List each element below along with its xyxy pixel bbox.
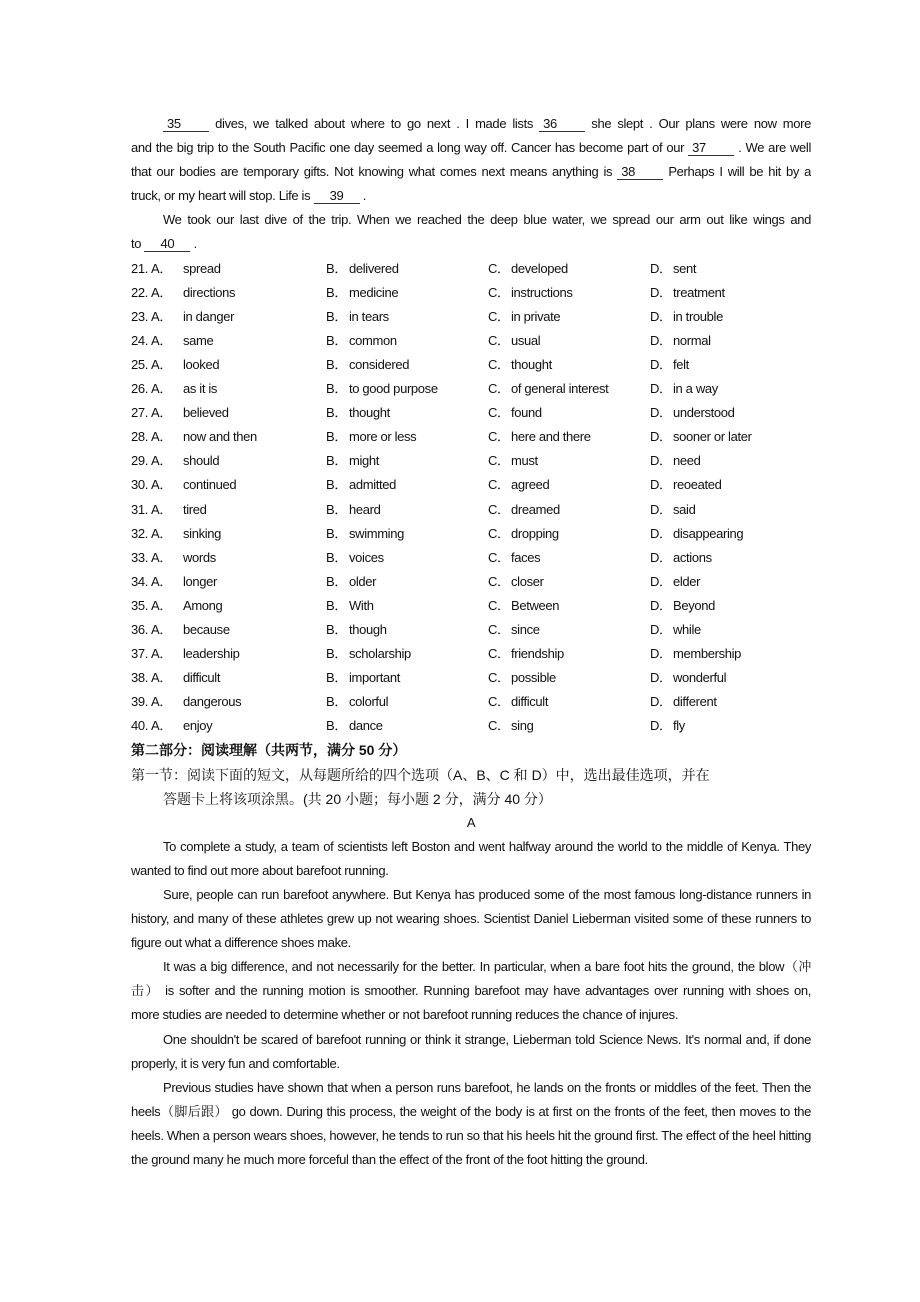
option-letter: D． [650, 260, 672, 276]
option-b: might [349, 453, 380, 469]
passage-line: It was a big difference, and not necessarily for the better. In particular, when a bare foot hits the ground, the blow（冲 [163, 959, 811, 975]
option-letter: B． [326, 405, 347, 421]
option-letter: B． [326, 381, 347, 397]
passage-line [131, 232, 811, 256]
option-letter: B． [326, 284, 347, 300]
option-letter: D． [650, 573, 672, 589]
question-number: 21. [131, 260, 149, 276]
option-letter: C． [488, 694, 510, 710]
option-c: of general interest [511, 381, 609, 397]
option-b: colorful [349, 694, 389, 710]
option-letter: B． [326, 525, 347, 541]
option-row [131, 281, 811, 305]
option-d: elder [673, 573, 701, 589]
passage-text: . [193, 236, 197, 252]
passage-line: heels（脚后跟） go down. During this process, the weight of the body is at first on the fronts of the feet, then moves to the [131, 1103, 811, 1119]
option-d: felt [673, 356, 689, 372]
passage-line: To complete a study, a team of scientists left Boston and went halfway around the world to the middle of Kenya. They [163, 838, 811, 854]
option-d: sooner or later [673, 429, 752, 445]
option-letter: D． [650, 477, 672, 493]
option-row [131, 618, 811, 642]
option-b: swimming [349, 525, 404, 541]
option-row [131, 305, 811, 329]
option-c: dropping [511, 525, 559, 541]
passage-text: We took our last dive of the trip. When we reached the deep blue water, we spread our arm out like wings and [163, 212, 811, 228]
option-letter: B． [326, 477, 347, 493]
option-row [131, 449, 811, 473]
option-letter: B． [326, 670, 347, 686]
option-letter: D． [650, 670, 672, 686]
option-b: in tears [349, 308, 389, 324]
option-row [131, 642, 811, 666]
option-row [131, 666, 811, 690]
question-number: 25. [131, 356, 149, 372]
option-letter: B． [326, 621, 347, 637]
option-row [131, 401, 811, 425]
option-b: heard [349, 501, 381, 517]
option-a: words [183, 549, 216, 565]
option-letter: C． [488, 573, 510, 589]
option-row [131, 522, 811, 546]
option-c: agreed [511, 477, 550, 493]
option-letter: A． [151, 381, 172, 397]
option-letter: D． [650, 308, 672, 324]
option-d: sent [673, 260, 697, 276]
option-d: wonderful [673, 670, 727, 686]
option-letter: C． [488, 646, 510, 662]
question-number: 31. [131, 501, 149, 517]
option-row [131, 714, 811, 738]
option-a: enjoy [183, 718, 213, 734]
option-a: directions [183, 284, 236, 300]
option-letter: D． [650, 332, 672, 348]
question-number: 28. [131, 429, 149, 445]
passage-line [131, 160, 811, 184]
option-letter: B． [326, 694, 347, 710]
option-b: more or less [349, 429, 417, 445]
option-letter: B． [326, 308, 347, 324]
option-b: considered [349, 356, 410, 372]
option-b: dance [349, 718, 383, 734]
option-d: said [673, 501, 696, 517]
option-c: difficult [511, 694, 549, 710]
option-letter: A． [151, 694, 172, 710]
option-letter: D． [650, 453, 672, 469]
passage-text: dives, we talked about where to go next . I made lists [215, 116, 540, 131]
question-number: 33. [131, 549, 149, 565]
answer-blank: 35 [163, 116, 209, 132]
passage-line: wanted to find out more about barefoot running. [131, 862, 389, 878]
option-letter: A． [151, 308, 172, 324]
option-a: difficult [183, 670, 221, 686]
option-letter: C． [488, 670, 510, 686]
option-letter: B． [326, 356, 347, 372]
option-letter: A． [151, 405, 172, 421]
option-d: understood [673, 405, 735, 421]
option-c: since [511, 621, 540, 637]
passage-text: . We are well [738, 140, 811, 156]
option-letter: C． [488, 549, 510, 565]
option-a: believed [183, 405, 229, 421]
passage-line [131, 208, 811, 232]
question-number: 29. [131, 453, 149, 469]
passage-text: Perhaps I will be hit by a [668, 164, 811, 180]
passage-text: that our bodies are temporary gifts. Not knowing what comes next means anything is [131, 164, 618, 180]
option-letter: D． [650, 694, 672, 710]
option-letter: B． [326, 549, 347, 565]
option-row [131, 377, 811, 401]
passage-line: history, and many of these athletes grew up not wearing shoes. Scientist Daniel Lieberman visited some of these runners to [131, 911, 811, 927]
passage-line: the ground many he much more forceful than the effect of the front of the foot hitting the ground. [131, 1152, 648, 1168]
option-b: though [349, 621, 387, 637]
passage-text: truck, or my heart will stop. Life is [131, 188, 311, 204]
option-letter: A． [151, 525, 172, 541]
option-d: in trouble [673, 308, 723, 324]
question-number: 38. [131, 670, 149, 686]
option-d: reoeated [673, 477, 722, 493]
option-letter: B． [326, 429, 347, 445]
option-d: while [673, 621, 701, 637]
option-d: different [673, 694, 717, 710]
option-letter: C． [488, 308, 510, 324]
option-letter: C． [488, 501, 510, 517]
passage-line [131, 136, 811, 160]
option-letter: B． [326, 573, 347, 589]
option-letter: A． [151, 429, 172, 445]
option-letter: A． [151, 356, 172, 372]
option-letter: B． [326, 646, 347, 662]
option-b: important [349, 670, 401, 686]
option-d: normal [673, 332, 711, 348]
passage-line: Sure, people can run barefoot anywhere. But Kenya has produced some of the most famous long-distance runners in [163, 887, 811, 902]
question-number: 26. [131, 381, 149, 397]
option-letter: C． [488, 621, 510, 637]
option-c: here and there [511, 429, 591, 445]
option-row [131, 353, 811, 377]
passage-text: . [362, 188, 367, 204]
option-a: looked [183, 356, 220, 372]
option-row [131, 690, 811, 714]
option-a: in danger [183, 308, 235, 324]
option-letter: B． [326, 453, 347, 469]
option-d: in a way [673, 381, 718, 397]
option-letter: C． [488, 597, 510, 613]
option-letter: D． [650, 356, 672, 372]
option-c: instructions [511, 284, 573, 300]
passage-line: 击） is softer and the running motion is smoother. Running barefoot may have advantages over running with shoes on, [131, 983, 811, 999]
answer-blank: 39 [314, 188, 360, 204]
option-b: older [349, 573, 377, 589]
option-letter: C． [488, 284, 510, 300]
option-letter: C． [488, 525, 510, 541]
option-a: as it is [183, 381, 218, 397]
option-letter: B． [326, 260, 347, 276]
option-letter: D． [650, 284, 672, 300]
option-a: dangerous [183, 694, 242, 710]
option-row [131, 498, 811, 522]
option-letter: C． [488, 718, 510, 734]
option-letter: A． [151, 477, 172, 493]
passage-text: she slept . Our plans were now more [591, 116, 811, 131]
option-letter: D． [650, 621, 672, 637]
option-a: tired [183, 501, 207, 517]
option-letter: D． [650, 429, 672, 445]
option-letter: A． [151, 549, 172, 565]
answer-blank: 37 [688, 140, 734, 156]
exam-page [131, 112, 811, 1172]
answer-blank: 38 [617, 164, 663, 180]
option-row [131, 546, 811, 570]
option-c: thought [511, 356, 552, 372]
question-number: 39. [131, 694, 149, 710]
option-letter: C． [488, 477, 510, 493]
option-c: must [511, 453, 538, 469]
option-d: fly [673, 718, 685, 734]
option-a: now and then [183, 429, 257, 445]
option-letter: A． [151, 453, 172, 469]
option-row [131, 473, 811, 497]
question-number: 24. [131, 332, 149, 348]
option-letter: B． [326, 501, 347, 517]
option-row [131, 570, 811, 594]
option-b: common [349, 332, 397, 348]
option-letter: C． [488, 356, 510, 372]
option-row [131, 329, 811, 353]
option-letter: A． [151, 621, 172, 637]
option-letter: A． [151, 573, 172, 589]
answer-blank: 40 [144, 236, 190, 252]
option-letter: C． [488, 381, 510, 397]
option-row [131, 257, 811, 281]
options-list [131, 257, 811, 739]
option-d: need [673, 453, 701, 469]
option-letter: D． [650, 597, 672, 613]
option-c: Between [511, 597, 560, 613]
passage-text: and the big trip to the South Pacific one day seemed a long way off. Cancer has become part of our [131, 140, 685, 156]
option-a: leadership [183, 646, 240, 662]
answer-blank: 36 [539, 116, 585, 132]
option-letter: A． [151, 597, 172, 613]
passage-line [131, 184, 811, 208]
passage-line: properly, it is very fun and comfortable. [131, 1055, 340, 1071]
question-number: 27. [131, 405, 149, 421]
option-letter: B． [326, 718, 347, 734]
question-number: 36. [131, 621, 149, 637]
option-letter: A． [151, 284, 172, 300]
question-number: 32. [131, 525, 149, 541]
passage-line: heels. When a person wears shoes, however, he tends to run so that his heels hit the ground first. The effect of the heel hitting [131, 1127, 811, 1143]
option-b: voices [349, 549, 384, 565]
option-b: medicine [349, 284, 399, 300]
option-letter: D． [650, 405, 672, 421]
option-a: continued [183, 477, 237, 493]
option-c: possible [511, 670, 556, 686]
question-number: 40. [131, 718, 149, 734]
option-c: sing [511, 718, 534, 734]
option-letter: C． [488, 453, 510, 469]
part2-heading: 第二部分：阅读理解（共两节，满分 50 分） [131, 742, 407, 759]
option-b: scholarship [349, 646, 411, 662]
option-letter: A． [151, 670, 172, 686]
option-c: usual [511, 332, 541, 348]
option-a: Among [183, 597, 223, 613]
option-d: Beyond [673, 597, 715, 613]
option-c: developed [511, 260, 568, 276]
option-a: because [183, 621, 230, 637]
option-c: in private [511, 308, 561, 324]
question-number: 23. [131, 308, 149, 324]
option-b: thought [349, 405, 390, 421]
option-letter: A． [151, 718, 172, 734]
option-letter: C． [488, 405, 510, 421]
option-letter: A． [151, 332, 172, 348]
option-row [131, 594, 811, 618]
option-c: closer [511, 573, 544, 589]
option-letter: D． [650, 646, 672, 662]
passage-a [131, 835, 811, 1172]
option-letter: C． [488, 332, 510, 348]
passage-line [131, 112, 811, 136]
option-a: same [183, 332, 214, 348]
section1-instruction-cont: 答题卡上将该项涂黑。(共 20 小题；每小题 2 分，满分 40 分） [163, 790, 552, 807]
option-d: disappearing [673, 525, 744, 541]
option-row [131, 425, 811, 449]
question-number: 34. [131, 573, 149, 589]
option-d: membership [673, 646, 742, 662]
option-letter: D． [650, 525, 672, 541]
option-letter: D． [650, 501, 672, 517]
passage-line: One shouldn't be scared of barefoot running or think it strange, Lieberman told Science News. It's normal and, if done [163, 1031, 811, 1047]
option-a: sinking [183, 525, 222, 541]
option-a: longer [183, 573, 218, 589]
cloze-passage [131, 112, 811, 257]
section1-instruction: 第一节：阅读下面的短文，从每题所给的四个选项（A、B、C 和 D）中，选出最佳选项，并在 [131, 766, 710, 783]
option-c: found [511, 405, 542, 421]
option-letter: D． [650, 381, 672, 397]
option-b: delivered [349, 260, 399, 276]
option-b: admitted [349, 477, 397, 493]
question-number: 22. [131, 284, 149, 300]
question-number: 37. [131, 646, 149, 662]
option-d: treatment [673, 284, 725, 300]
passage-line: Previous studies have shown that when a person runs barefoot, he lands on the fronts or middles of the feet. Then the [163, 1079, 811, 1095]
option-c: dreamed [511, 501, 560, 517]
option-letter: D． [650, 718, 672, 734]
option-d: actions [673, 549, 712, 565]
passage-line: more studies are needed to determine whether or not barefoot running reduces the chance of injures. [131, 1007, 679, 1023]
option-a: should [183, 453, 220, 469]
passage-label: A [466, 814, 476, 830]
option-letter: C． [488, 429, 510, 445]
option-letter: A． [151, 646, 172, 662]
option-letter: C． [488, 260, 510, 276]
option-a: spread [183, 260, 221, 276]
option-letter: B． [326, 597, 347, 613]
option-c: faces [511, 549, 541, 565]
question-number: 30. [131, 477, 149, 493]
option-letter: D． [650, 549, 672, 565]
option-c: friendship [511, 646, 564, 662]
option-letter: B． [326, 332, 347, 348]
option-b: With [349, 597, 374, 613]
passage-line: figure out what a difference shoes make. [131, 935, 351, 951]
option-b: to good purpose [349, 381, 438, 397]
question-number: 35. [131, 597, 149, 613]
option-letter: A． [151, 501, 172, 517]
passage-text: to [131, 236, 145, 252]
option-letter: A． [151, 260, 172, 276]
